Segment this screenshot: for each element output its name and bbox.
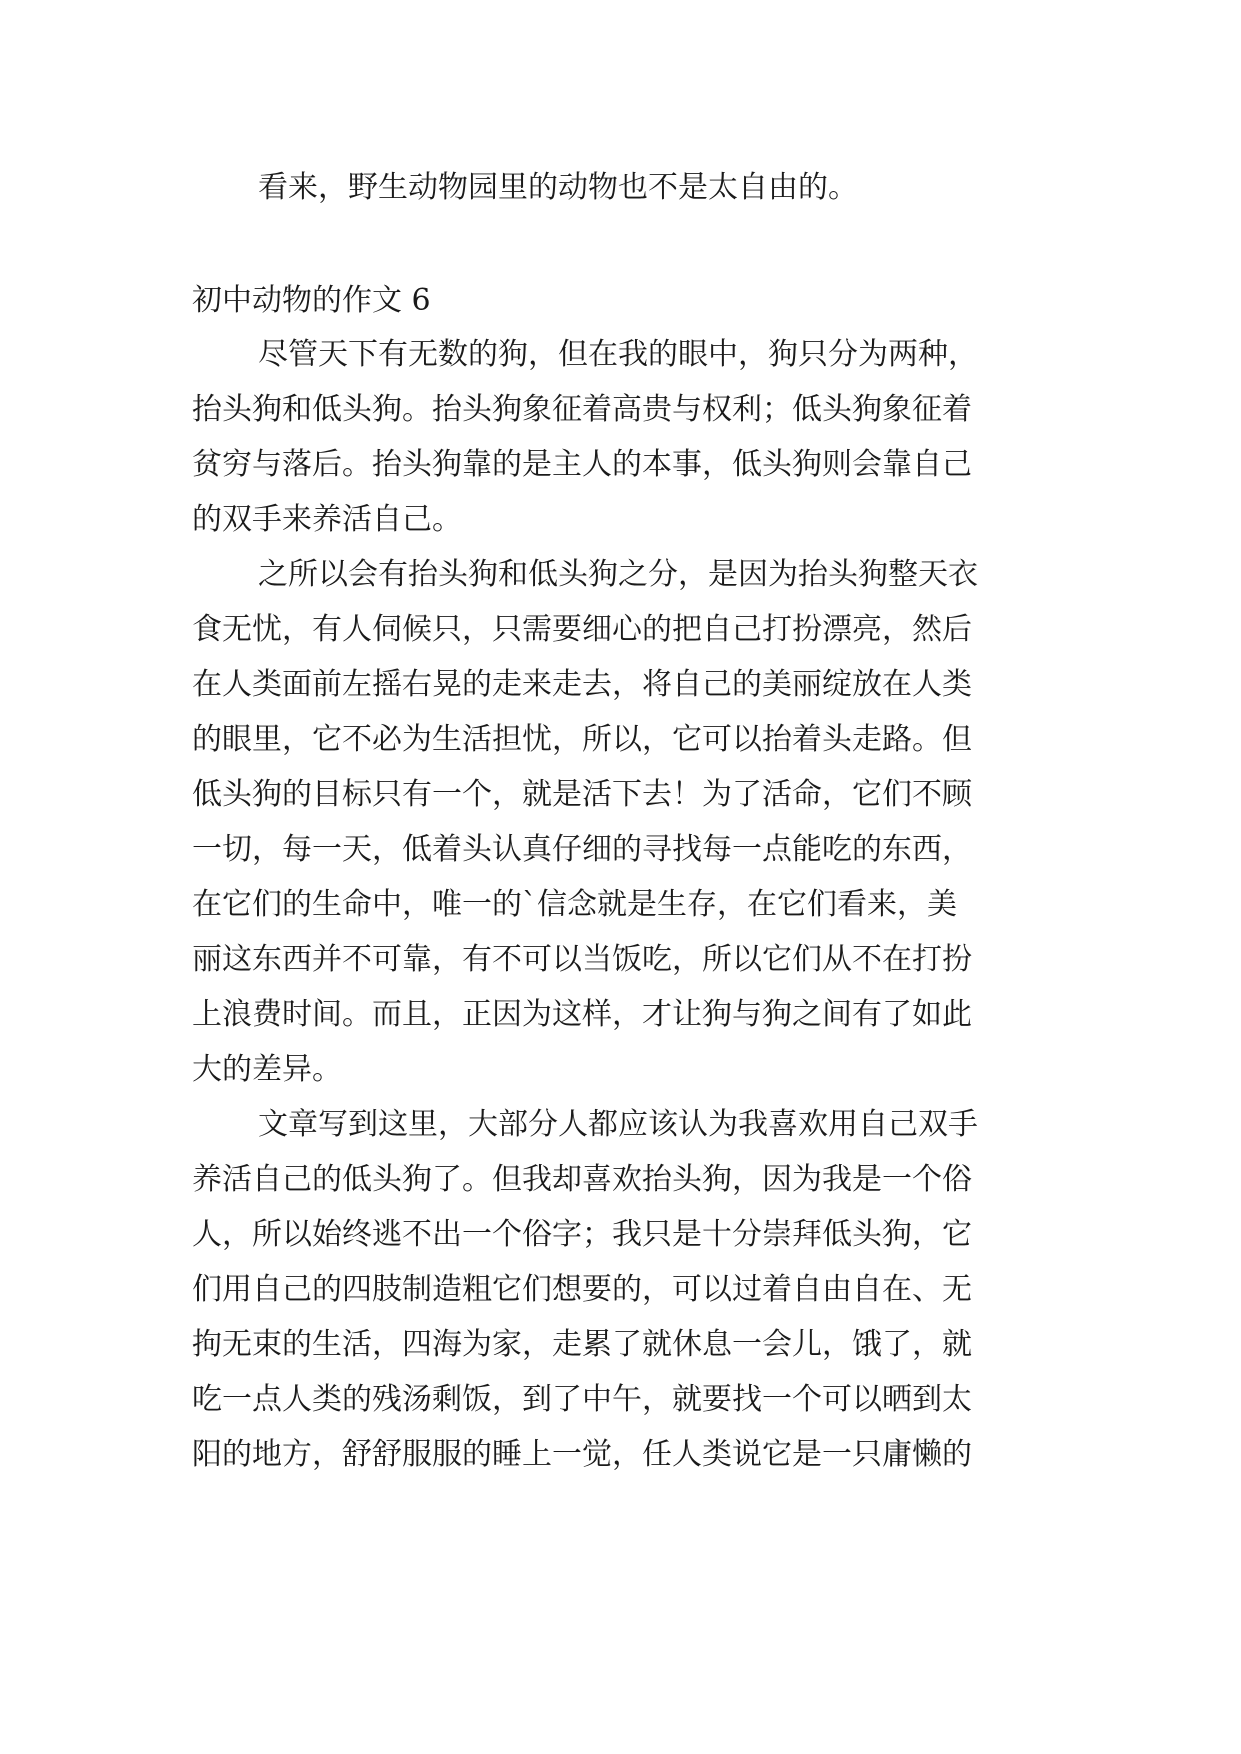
paragraph-line: 拘无束的生活，四海为家，走累了就休息一会儿，饿了，就 [192, 1327, 972, 1362]
paragraph-line: 养活自己的低头狗了。但我却喜欢抬头狗，因为我是一个俗 [192, 1162, 972, 1197]
paragraph-line: 抬头狗和低头狗。抬头狗象征着高贵与权利；低头狗象征着 [192, 392, 972, 427]
paragraph-line: 食无忧，有人伺候只，只需要细心的把自己打扮漂亮，然后 [192, 612, 972, 647]
paragraph-line: 大的差异。 [192, 1052, 342, 1087]
section-title: 初中动物的作文 6 [192, 283, 431, 318]
paragraph-line: 人，所以始终逃不出一个俗字；我只是十分崇拜低头狗，它 [192, 1217, 972, 1252]
paragraph-line: 看来，野生动物园里的动物也不是太自由的。 [258, 170, 858, 205]
paragraph-line: 之所以会有抬头狗和低头狗之分，是因为抬头狗整天衣 [258, 557, 978, 592]
paragraph-line: 阳的地方，舒舒服服的睡上一觉，任人类说它是一只庸懒的 [192, 1437, 972, 1472]
paragraph-line: 文章写到这里，大部分人都应该认为我喜欢用自己双手 [258, 1107, 978, 1142]
paragraph-line: 尽管天下有无数的狗，但在我的眼中，狗只分为两种， [258, 337, 978, 372]
paragraph-line: 一切，每一天，低着头认真仔细的寻找每一点能吃的东西， [192, 832, 972, 867]
paragraph-line: 吃一点人类的残汤剩饭，到了中午，就要找一个可以晒到太 [192, 1382, 972, 1417]
paragraph-line: 低头狗的目标只有一个，就是活下去！为了活命，它们不顾 [192, 777, 972, 812]
paragraph-line: 们用自己的四肢制造粗它们想要的，可以过着自由自在、无 [192, 1272, 972, 1307]
paragraph-line: 在它们的生命中，唯一的`信念就是生存，在它们看来，美 [192, 887, 957, 922]
paragraph-line: 的双手来养活自己。 [192, 502, 462, 537]
paragraph-line: 丽这东西并不可靠，有不可以当饭吃，所以它们从不在打扮 [192, 942, 972, 977]
paragraph-line: 的眼里，它不必为生活担忧，所以，它可以抬着头走路。但 [192, 722, 972, 757]
paragraph-line: 贫穷与落后。抬头狗靠的是主人的本事，低头狗则会靠自己 [192, 447, 972, 482]
paragraph-line: 在人类面前左摇右晃的走来走去，将自己的美丽绽放在人类 [192, 667, 972, 702]
paragraph-line: 上浪费时间。而且，正因为这样，才让狗与狗之间有了如此 [192, 997, 972, 1032]
